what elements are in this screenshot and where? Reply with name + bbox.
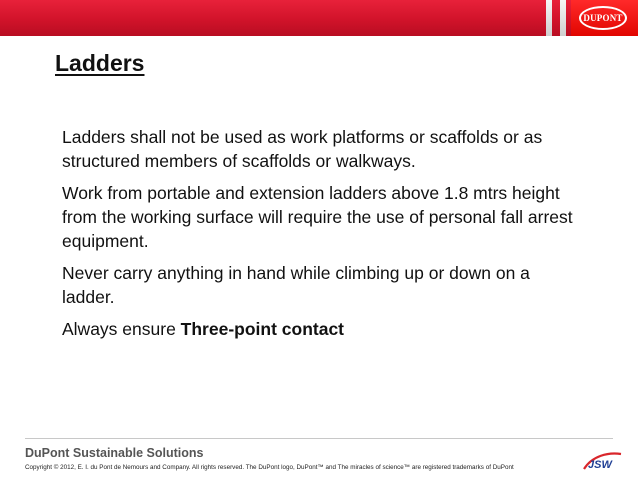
bullet-text-last	[62, 317, 582, 341]
slide-title: Ladders	[55, 50, 145, 76]
header-bar	[0, 0, 638, 36]
copyright-text: Copyright © 2012, E. I. du Pont de Nemours and Company. All rights reserved. The DuPont logo, DuPont™ and The miracles of science™ are registered trademarks of DuPont	[25, 464, 514, 471]
slide-body	[62, 125, 582, 349]
bullet-emphasis: Three-point contact	[180, 319, 345, 339]
jsw-logo	[582, 450, 622, 472]
bullet-text: Never carry anything in hand while climbing up or down on a ladder.	[62, 263, 530, 307]
dupont-logo-oval	[579, 6, 627, 30]
footer-divider	[25, 438, 613, 439]
dupont-logo-text: DUPONT	[583, 13, 623, 23]
bullet-prefix: Always ensure	[62, 319, 181, 339]
header-stripe	[560, 0, 566, 36]
bullet-text: Work from portable and extension ladders above 1.8 mtrs height from the working surface will require the use of personal fall arrest equipment.	[62, 183, 573, 251]
jsw-logo-text: JSW	[588, 459, 612, 471]
footer-brand: DuPont Sustainable Solutions	[25, 446, 204, 460]
dupont-logo	[571, 0, 638, 36]
bullet-text: Ladders shall not be used as work platforms or scaffolds or as structured members of scaffolds or walkways.	[62, 127, 543, 171]
header-stripe	[546, 0, 552, 36]
